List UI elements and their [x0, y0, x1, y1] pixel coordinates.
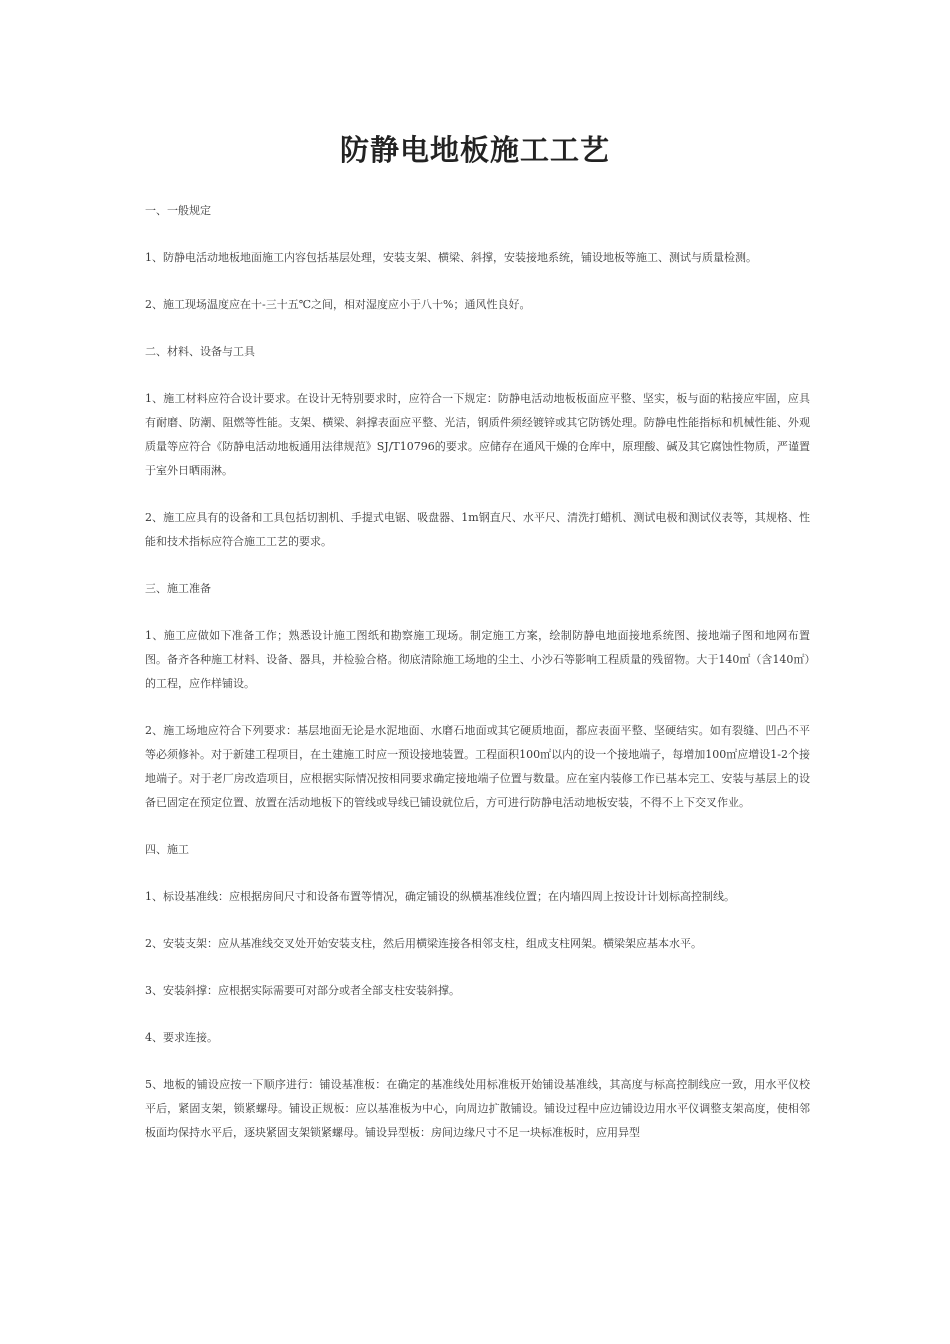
paragraph: 1、施工材料应符合设计要求。在设计无特别要求时，应符合一下规定：防静电活动地板板面应平整、坚实，板与面的粘接应牢固，应具有耐磨、防潮、阻燃等性能。支架、横梁、斜撑表面应平整、光洁，钢质件须经镀锌或其它防锈处理。防静电性能指标和机械性能、外观质量等应符合《防静电活动地板通用法律规范》SJ/T10796的要求。应储存在通风干燥的仓库中，原理酸、碱及其它腐蚀性物质，严谨置于室外日晒雨淋。	[145, 392, 810, 477]
paragraph: 2、施工现场温度应在十-三十五℃之间，相对湿度应小于八十%；通风性良好。	[145, 298, 531, 311]
document-body	[145, 199, 810, 1168]
paragraph: 2、安装支架：应从基准线交叉处开始安装支柱，然后用横梁连接各相邻支柱，组成支柱网架。横梁架应基本水平。	[145, 937, 702, 950]
document-title: 防静电地板施工工艺	[339, 133, 610, 167]
section-heading-general: 一、一般规定	[145, 204, 211, 217]
paragraph: 3、安装斜撑：应根据实际需要可对部分或者全部支柱安装斜撑。	[145, 984, 460, 997]
paragraph: 1、防静电活动地板地面施工内容包括基层处理，安装支架、横梁、斜撑，安装接地系统，铺设地板等施工、测试与质量检测。	[145, 251, 757, 264]
paragraph: 2、施工场地应符合下列要求：基层地面无论是水泥地面、水磨石地面或其它硬质地面，都应表面平整、坚硬结实。如有裂缝、凹凸不平等必须修补。对于新建工程项目，在土建施工时应一预设接地装置。工程面积100㎡以内的设一个接地端子，每增加100㎡应增设1-2个接地端子。对于老厂房改造项目，应根据实际情况按相同要求确定接地端子位置与数量。应在室内装修工作已基本完工、安装与基层上的设备已固定在预定位置、放置在活动地板下的管线或导线已铺设就位后，方可进行防静电活动地板安装，不得不上下交叉作业。	[145, 724, 810, 809]
paragraph: 1、标设基准线：应根据房间尺寸和设备布置等情况，确定铺设的纵横基准线位置；在内墙四周上按设计计划标高控制线。	[145, 890, 735, 903]
section-heading-construction: 四、施工	[145, 843, 189, 856]
paragraph: 1、施工应做如下准备工作；熟悉设计施工图纸和勘察施工现场。制定施工方案，绘制防静电地面接地系统图、接地端子图和地网布置图。备齐各种施工材料、设备、器具，并检验合格。彻底清除施工场地的尘土、小沙石等影响工程质量的残留物。大于140㎡（含140㎡）的工程，应作样铺设。	[145, 629, 810, 690]
paragraph: 5、地板的铺设应按一下顺序进行：铺设基准板：在确定的基准线处用标准板开始铺设基准线，其高度与标高控制线应一致，用水平仪校平后，紧固支架，锁紧螺母。铺设正规板：应以基准板为中心，向周边扩散铺设。铺设过程中应边铺设边用水平仪调整支架高度，使相邻板面均保持水平后，逐块紧固支架锁紧螺母。铺设异型板：房间边缘尺寸不足一块标准板时，应用异型	[145, 1078, 810, 1139]
paragraph: 4、要求连接。	[145, 1031, 218, 1044]
paragraph: 2、施工应具有的设备和工具包括切割机、手提式电锯、吸盘器、1m钢直尺、水平尺、清洗打蜡机、测试电极和测试仪表等，其规格、性能和技术指标应符合施工工艺的要求。	[145, 511, 810, 548]
section-heading-preparation: 三、施工准备	[145, 582, 211, 595]
section-heading-materials: 二、材料、设备与工具	[145, 345, 255, 358]
